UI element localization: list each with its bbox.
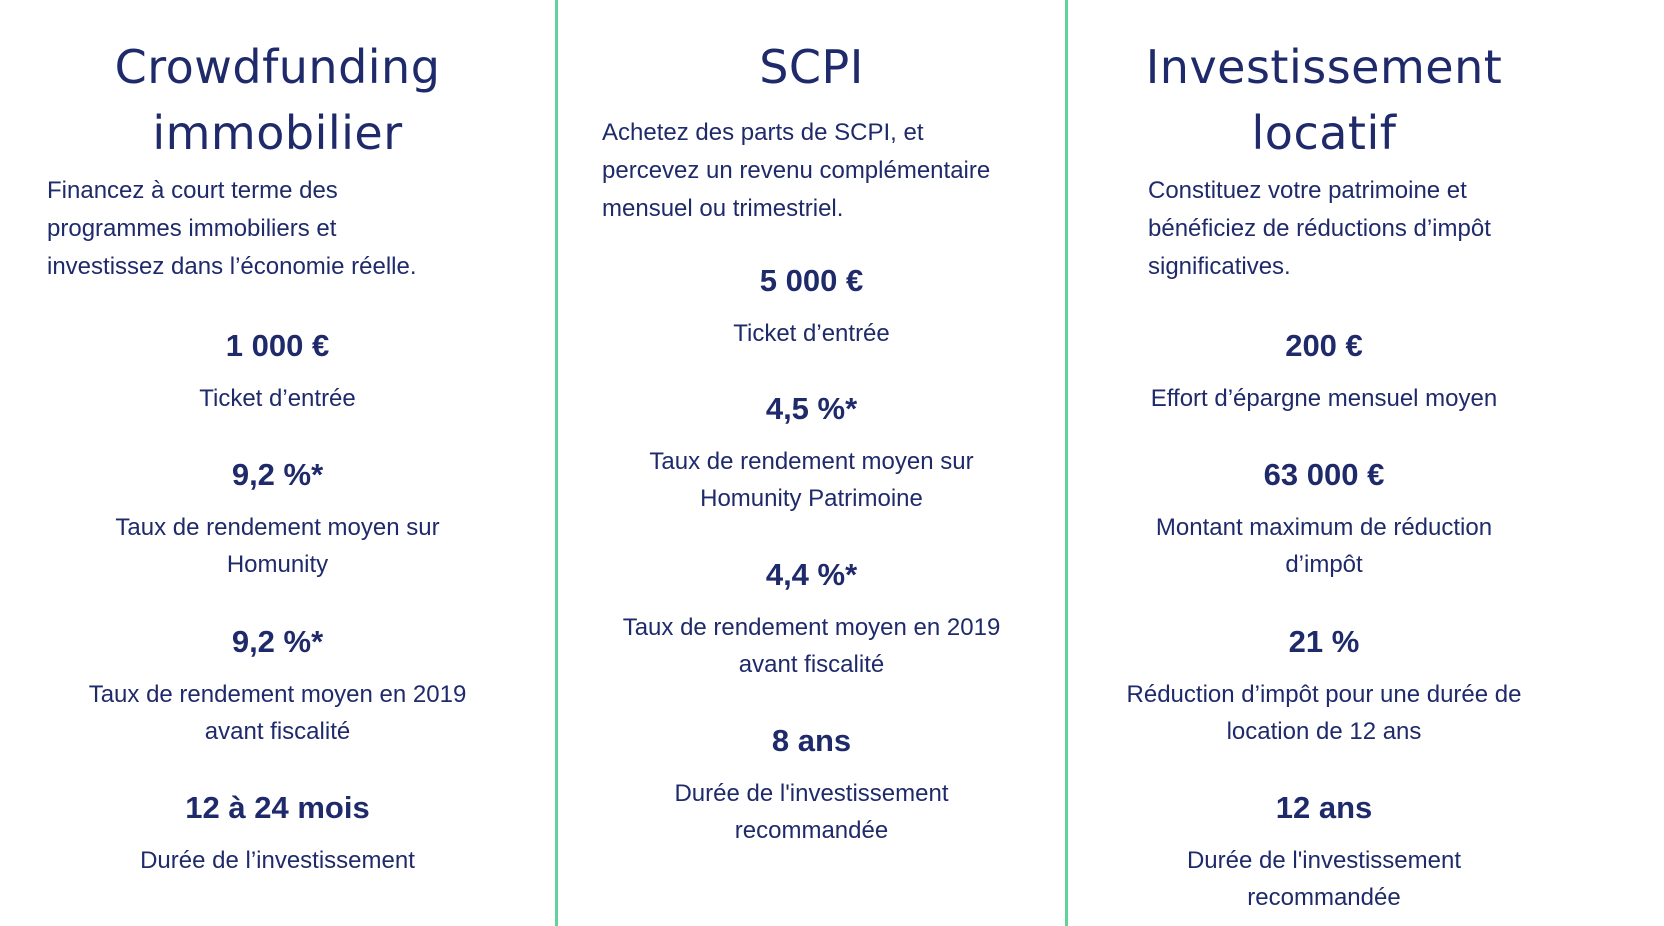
metric [1068,788,1580,916]
title-line: locatif [1251,106,1397,160]
metric [558,261,1065,352]
metric-value: 63 000 € [1263,457,1385,492]
column-crowdfunding [0,0,555,926]
metric-label: Effort d’épargne mensuel moyen [1150,385,1498,412]
metric-value: 21 % [1288,624,1360,659]
metric-value: 8 ans [771,723,852,758]
metric-label: Ticket d’entrée [733,320,890,347]
metric [0,326,555,417]
metric-label: Montant maximum de réduction d’impôt [1155,514,1493,578]
column-description: Financez à court terme des programmes immobiliers et investissez dans l’économie réelle. [47,177,417,280]
metric [558,389,1065,517]
column-description: Achetez des parts de SCPI, et percevez un revenu complémentaire mensuel ou trimestriel. [602,119,991,222]
metric-label: Taux de rendement moyen en 2019 avant fiscalité [88,681,467,745]
metric-value: 9,2 %* [231,457,324,492]
column-title [558,34,1065,100]
metric [558,721,1065,849]
metric-value: 5 000 € [759,263,864,298]
column-description: Constituez votre patrimoine et bénéficiez de réductions d’impôt significatives. [1148,177,1491,280]
title-line: Crowdfunding [114,40,441,94]
metric [0,788,555,879]
metric [1068,622,1580,750]
metric [1068,455,1580,583]
title-line: Investissement [1145,40,1503,94]
metric [1068,326,1580,417]
metric-value: 4,4 %* [765,557,858,592]
metric-label: Taux de rendement moyen sur Homunity Patrimoine [649,448,974,512]
metric-value: 200 € [1285,328,1363,363]
column-investissement-locatif [1068,0,1664,926]
metric-value: 4,5 %* [765,391,858,426]
metric-label: Ticket d’entrée [199,385,356,412]
metric-label: Réduction d’impôt pour une durée de location de 12 ans [1126,681,1522,745]
metric-value: 1 000 € [225,328,330,363]
metric [0,455,555,583]
column-scpi [555,0,1068,926]
metric-label: Durée de l'investissement recommandée [674,780,949,844]
metric-value: 9,2 %* [231,624,324,659]
metric-label: Taux de rendement moyen sur Homunity [115,514,440,578]
metric-label: Taux de rendement moyen en 2019 avant fiscalité [622,614,1001,678]
title-line: SCPI [759,40,864,94]
metric-label: Durée de l’investissement [140,847,415,874]
metric-value: 12 ans [1275,790,1373,825]
title-line: immobilier [152,106,403,160]
metric [0,622,555,750]
column-title [1068,34,1580,166]
metric-label: Durée de l'investissement recommandée [1186,847,1462,911]
column-title [0,34,555,166]
metric [558,555,1065,683]
metric-value: 12 à 24 mois [185,790,370,825]
